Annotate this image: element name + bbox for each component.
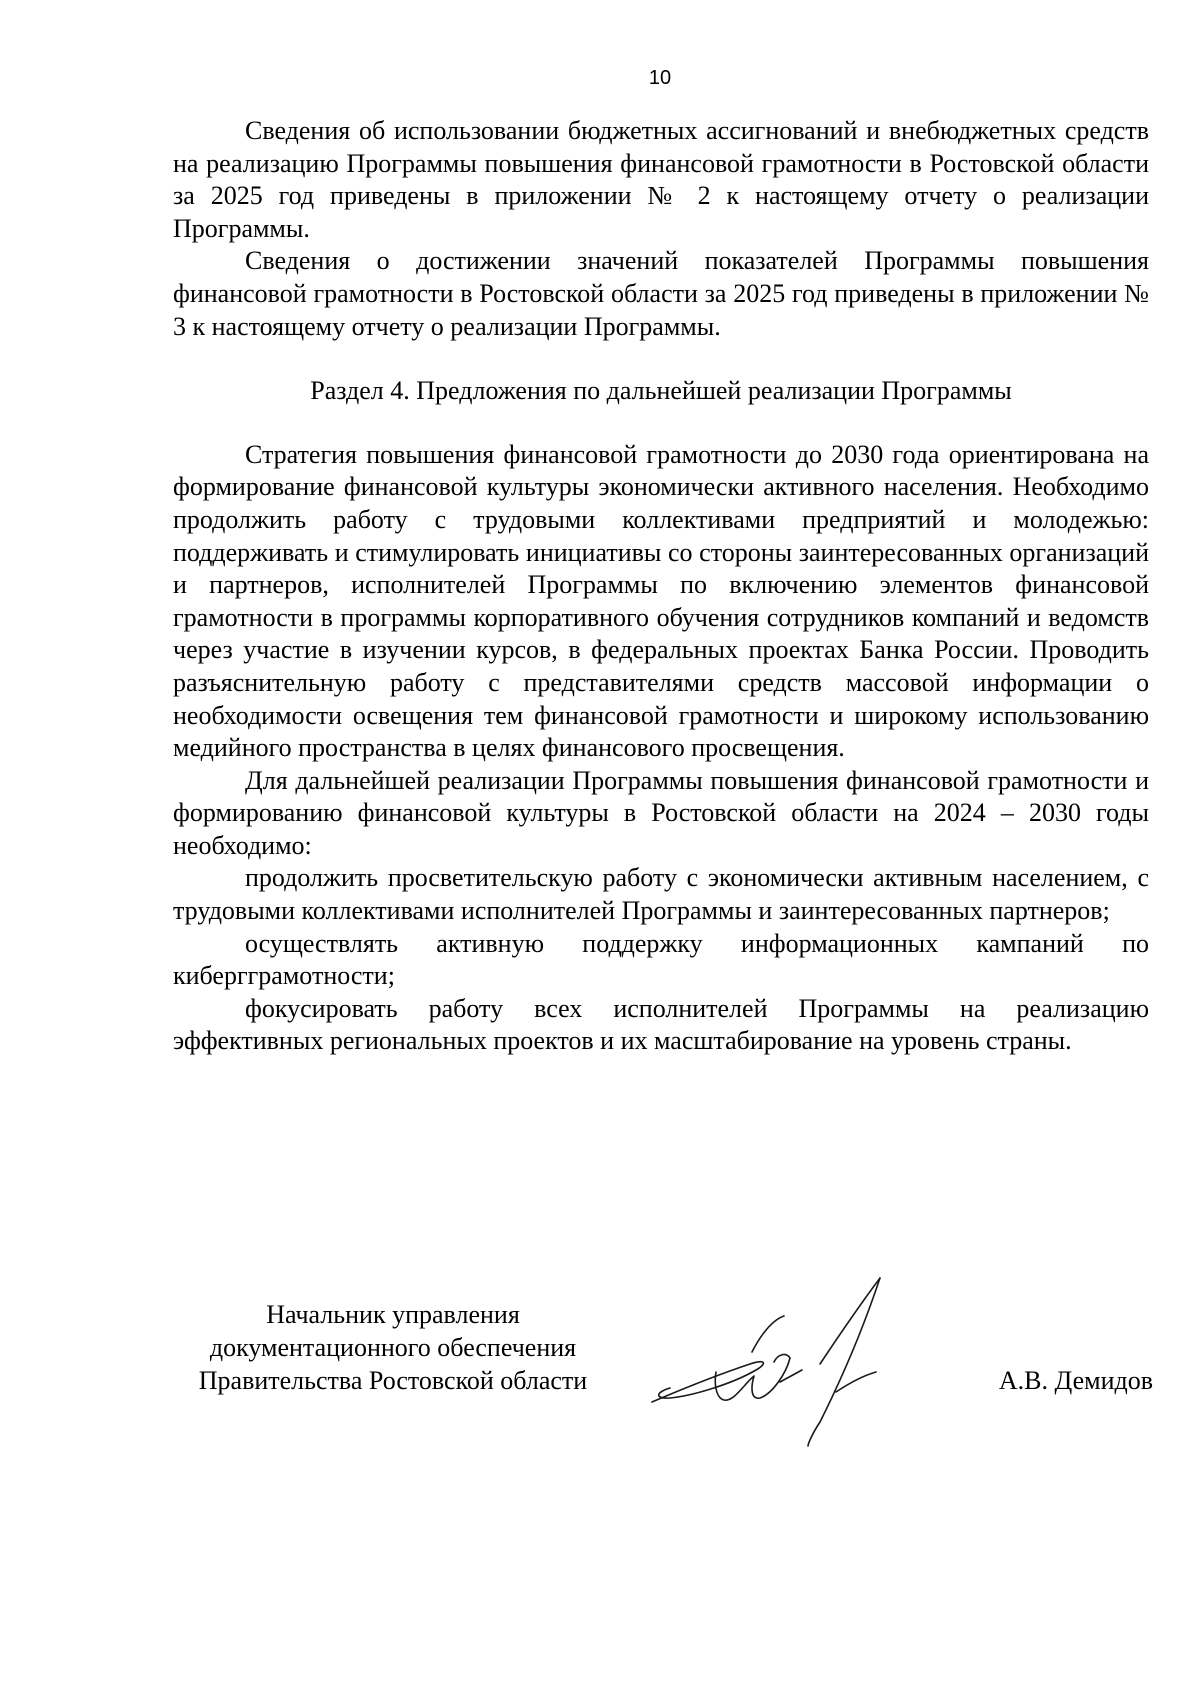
- paragraph-indicators-info: Сведения о достижении значений показателей Программы повышения финансовой грамотности в Ростовской области за 2025 год приведены в приложении № 3 к настоящему отчету о реализации Программы.: [173, 246, 1149, 341]
- signatory-position-line: Правительства Ростовской области: [198, 1366, 588, 1395]
- page-number: 10: [648, 67, 672, 89]
- paragraph-strategy: Стратегия повышения финансовой грамотности до 2030 года ориентирована на формирование финансовой культуры экономически активного населения. Необходимо продолжить работу с трудовыми коллективами предприятий и молодежью: поддерживать и стимулировать инициативы со стороны заинтересованных организаций и партнеров, исполнителей Программы по включению элементов финансовой грамотности в программы корпоративного обучения сотрудников компаний и ведомств через участие в изучении курсов, в федеральных проектах Банка России. Проводить разъяснительную работу с представителями средств массовой информации о необходимости освещения тем финансовой грамотности и широкому использованию медийного пространства в целях финансового просвещения.: [173, 439, 1149, 763]
- signatory-position-line: Начальник управления: [266, 1300, 520, 1329]
- paragraph-budget-info: Сведения об использовании бюджетных ассигнований и внебюджетных средств на реализацию Программы повышения финансовой грамотности в Ростовской области за 2025 год приведены в приложении № 2 к настоящему отчету о реализации Программы.: [173, 116, 1149, 243]
- signatory-position-line: документационного обеспечения: [209, 1333, 577, 1362]
- signatory-name: А.В. Демидов: [998, 1366, 1153, 1395]
- paragraph-further-implementation: Для дальнейшей реализации Программы повышения финансовой грамотности и формированию финансовой культуры в Ростовской области на 2024 – 2030 годы необходимо:: [173, 765, 1149, 860]
- signatory-position: [173, 1298, 613, 1397]
- list-item-continue-work: продолжить просветительскую работу с экономически активным населением, с трудовыми коллективами исполнителей Программы и заинтересованных партнеров;: [173, 863, 1149, 926]
- list-item-support-campaigns: осуществлять активную поддержку информационных кампаний по кибергграмотности;: [173, 928, 1149, 991]
- document-body: [173, 115, 1149, 1058]
- list-item-focus-projects: фокусировать работу всех исполнителей Программы на реализацию эффективных региональных проектов и их масштабирование на уровень страны.: [173, 993, 1149, 1056]
- handwritten-signature-icon: [640, 1272, 940, 1447]
- section-heading: Раздел 4. Предложения по дальнейшей реализации Программы: [310, 376, 1012, 406]
